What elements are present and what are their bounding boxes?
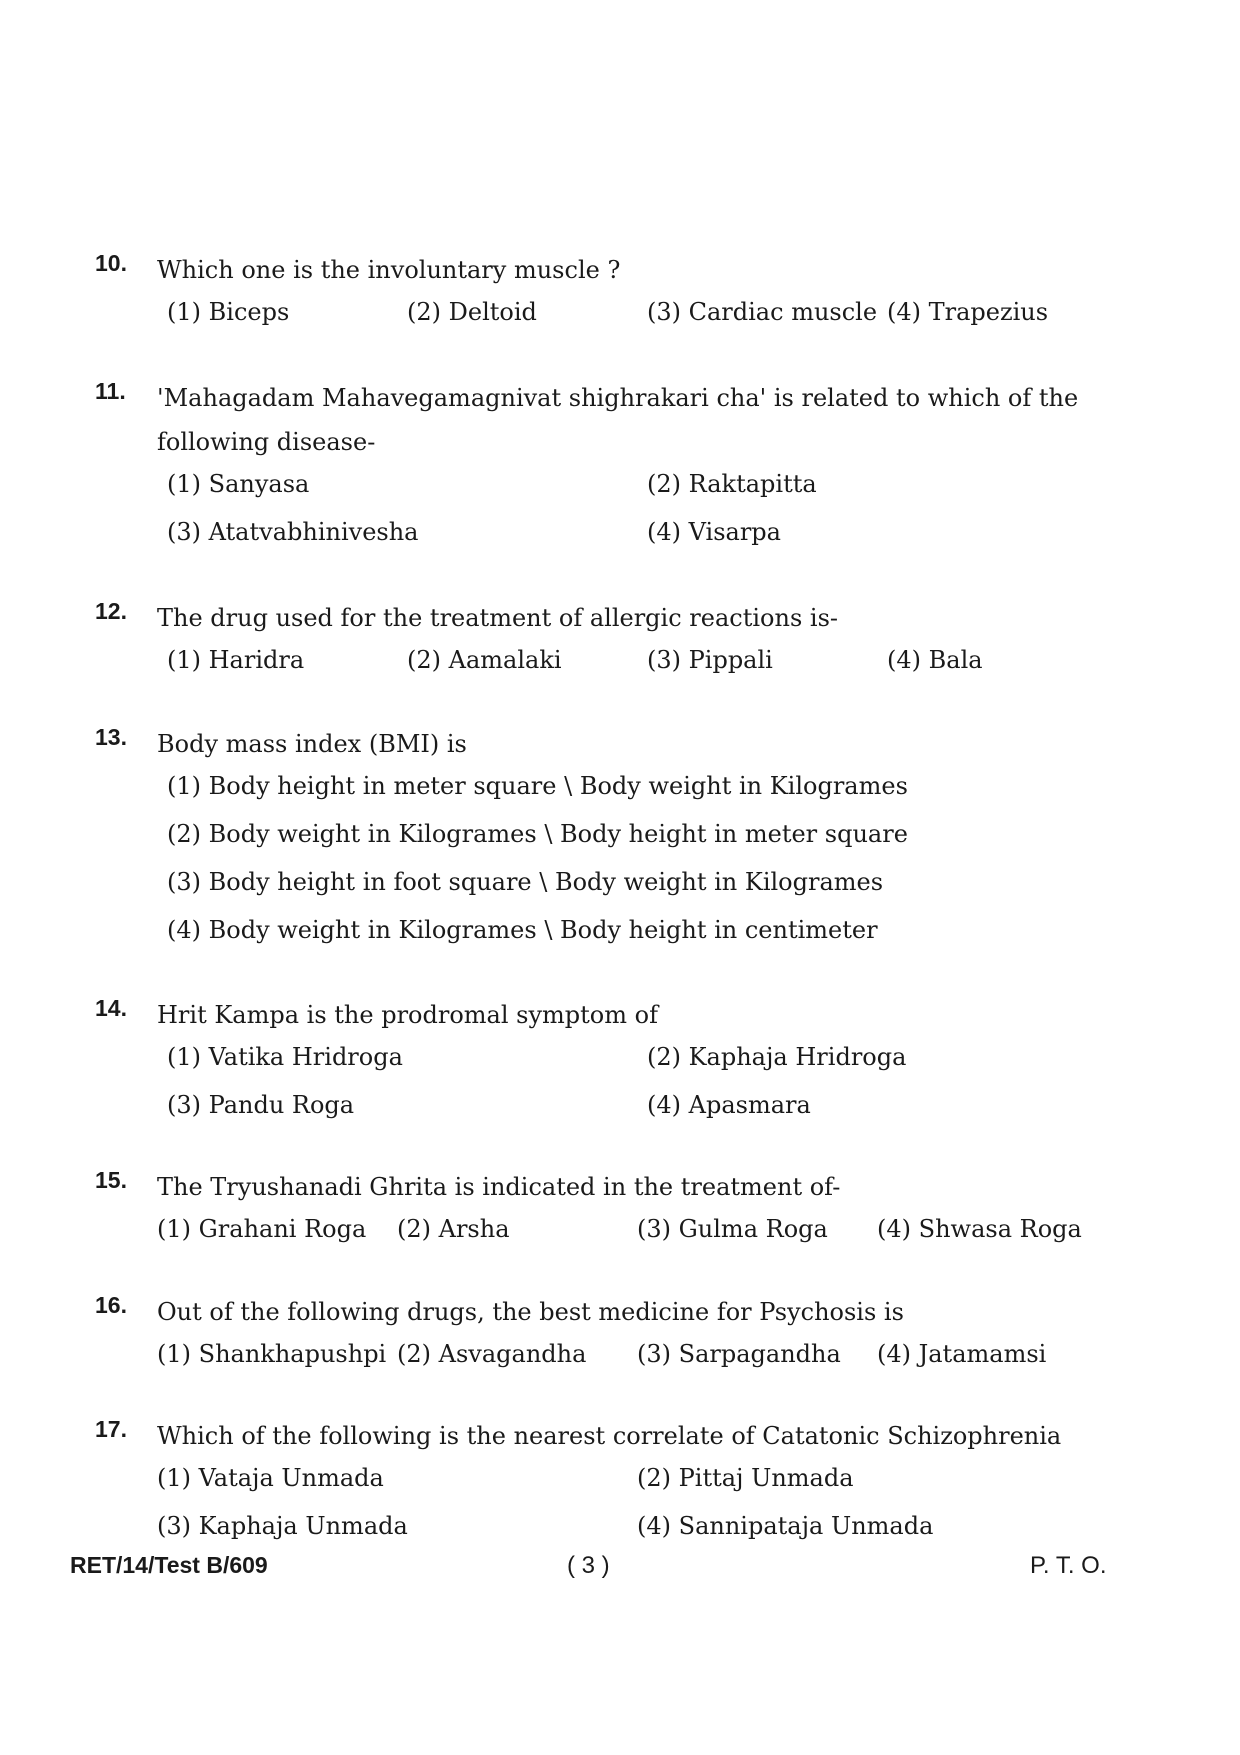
question-number: 17.: [95, 1416, 127, 1442]
option-4: (4) Bala: [887, 646, 983, 674]
option-3: (3) Atatvabhinivesha: [167, 518, 419, 546]
option-4: (4) Sannipataja Unmada: [637, 1512, 934, 1540]
option-4: (4) Jatamamsi: [877, 1340, 1047, 1368]
question-text: The Tryushanadi Ghrita is indicated in the treatment of-: [157, 1173, 841, 1201]
question-number: 12.: [95, 598, 127, 624]
question-number: 15.: [95, 1167, 127, 1193]
option-3: (3) Cardiac muscle: [647, 298, 878, 326]
option-1: (1) Vataja Unmada: [157, 1464, 384, 1492]
option-4: (4) Trapezius: [887, 298, 1049, 326]
question-text: Hrit Kampa is the prodromal symptom of: [157, 1001, 658, 1029]
question-text: Which of the following is the nearest correlate of Catatonic Schizophrenia: [157, 1422, 1062, 1450]
option-1: (1) Vatika Hridroga: [167, 1043, 403, 1071]
option-4: (4) Body weight in Kilogrames \ Body height in centimeter: [167, 916, 878, 944]
option-3: (3) Gulma Roga: [637, 1215, 828, 1243]
question-number: 14.: [95, 995, 127, 1021]
question-text: Body mass index (BMI) is: [157, 730, 467, 758]
option-2: (2) Asvagandha: [397, 1340, 587, 1368]
option-3: (3) Sarpagandha: [637, 1340, 841, 1368]
option-3: (3) Kaphaja Unmada: [157, 1512, 408, 1540]
question-number: 13.: [95, 724, 127, 750]
option-1: (1) Body height in meter square \ Body weight in Kilogrames: [167, 772, 908, 800]
page-number: ( 3 ): [567, 1552, 610, 1579]
option-1: (1) Haridra: [167, 646, 305, 674]
question-number: 10.: [95, 250, 127, 276]
option-4: (4) Shwasa Roga: [877, 1215, 1082, 1243]
option-1: (1) Biceps: [167, 298, 290, 326]
option-1: (1) Shankhapushpi: [157, 1340, 387, 1368]
option-1: (1) Grahani Roga: [157, 1215, 367, 1243]
please-turn-over: P. T. O.: [1030, 1552, 1107, 1579]
option-3: (3) Body height in foot square \ Body weight in Kilogrames: [167, 868, 884, 896]
option-2: (2) Body weight in Kilogrames \ Body height in meter square: [167, 820, 908, 848]
option-2: (2) Arsha: [397, 1215, 510, 1243]
question-text: Which one is the involuntary muscle ?: [157, 256, 621, 284]
option-3: (3) Pippali: [647, 646, 773, 674]
option-2: (2) Aamalaki: [407, 646, 562, 674]
question-number: 16.: [95, 1292, 127, 1318]
option-3: (3) Pandu Roga: [167, 1091, 355, 1119]
option-2: (2) Kaphaja Hridroga: [647, 1043, 907, 1071]
question-text: The drug used for the treatment of allergic reactions is-: [157, 604, 838, 632]
option-2: (2) Deltoid: [407, 298, 537, 326]
test-code: RET/14/Test B/609: [70, 1552, 268, 1578]
question-text: Out of the following drugs, the best medicine for Psychosis is: [157, 1298, 904, 1326]
option-1: (1) Sanyasa: [167, 470, 310, 498]
option-4: (4) Apasmara: [647, 1091, 811, 1119]
question-number: 11.: [95, 378, 126, 404]
question-text: 'Mahagadam Mahavegamagnivat shighrakari cha' is related to which of the following disease-: [157, 384, 1079, 456]
option-4: (4) Visarpa: [647, 518, 781, 546]
option-2: (2) Pittaj Unmada: [637, 1464, 854, 1492]
option-2: (2) Raktapitta: [647, 470, 817, 498]
